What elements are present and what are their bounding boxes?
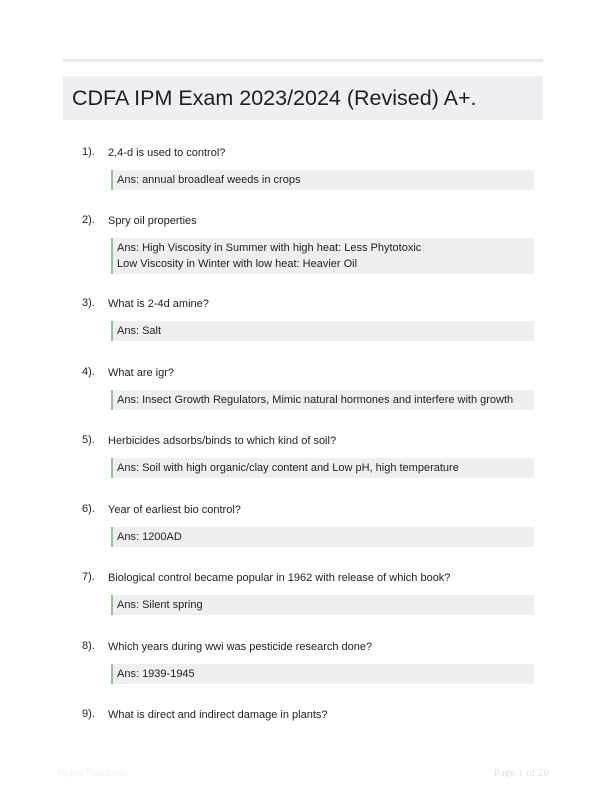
answer-line: Ans: Silent spring (117, 599, 203, 611)
question-number: 6). (82, 503, 95, 515)
question-text: Spry oil properties (108, 215, 197, 227)
answer-box (111, 664, 534, 684)
question-number: 3). (82, 297, 95, 309)
top-divider (63, 59, 543, 62)
answer-box (111, 390, 534, 410)
answer-line: Low Viscosity in Winter with low heat: Heavier Oil (117, 258, 358, 270)
answer-box (111, 595, 534, 615)
answer-line: Ans: Soil with high organic/clay content and Low pH, high temperature (117, 462, 459, 474)
question-number: 7). (82, 571, 95, 583)
question-number: 2). (82, 214, 95, 226)
answer-box (111, 170, 534, 190)
answer-line: Ans: Insect Growth Regulators, Mimic natural hormones and interfere with growth (117, 394, 514, 406)
question-text: What are igr? (108, 367, 175, 379)
answer-line: Ans: High Viscosity in Summer with high heat: Less Phytotoxic (117, 242, 422, 254)
answer-box (111, 527, 534, 547)
question-number: 5). (82, 434, 95, 446)
answer-line: Ans: Salt (117, 325, 162, 337)
question-text: Which years during wwi was pesticide research done? (108, 641, 373, 653)
answer-box (111, 238, 534, 274)
answer-box (111, 321, 534, 341)
answer-line: Ans: 1200AD (117, 531, 182, 543)
question-text: What is 2-4d amine? (108, 298, 209, 310)
document-title: CDFA IPM Exam 2023/2024 (Revised) A+. (72, 85, 477, 110)
answer-line: Ans: 1939-1945 (117, 668, 195, 680)
page-number: Page 1 of 20 (493, 767, 549, 779)
question-number: 9). (82, 708, 95, 720)
question-number: 1). (82, 146, 95, 158)
question-number: 4). (82, 366, 95, 378)
title-banner (63, 76, 543, 120)
question-text: Herbicides adsorbs/binds to which kind of soil? (108, 435, 337, 447)
question-text: Year of earliest bio control? (108, 504, 241, 516)
question-text: Biological control became popular in 1962 with release of which book? (108, 572, 451, 584)
answer-box (111, 458, 534, 478)
question-text: What is direct and indirect damage in plants? (108, 709, 328, 721)
question-number: 8). (82, 640, 95, 652)
answer-line: Ans: annual broadleaf weeds in crops (117, 174, 301, 186)
question-text: 2,4-d is used to control? (108, 147, 226, 159)
footer-watermark: PaperTrail.com (58, 768, 126, 779)
